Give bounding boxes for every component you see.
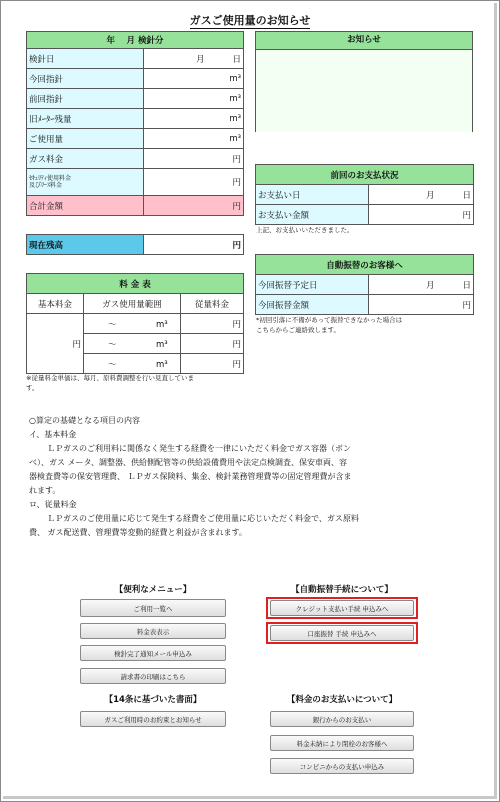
table-row [27,109,244,129]
table-row [27,169,244,196]
payment-amount-unit: 円 [369,205,474,225]
security-fee-unit: 円 [144,169,244,196]
previous-reading-label: 前回指針 [27,89,144,109]
table-row [27,314,244,334]
rate-table-header: 料 金 表 [27,274,244,294]
auto-proc-header: 【自動振替手続について】 [291,585,393,595]
table-row [27,69,244,89]
auto-debit-note-line-2: こちらからご連絡致します。 [256,326,340,334]
table-row [27,294,244,314]
debit-amount-unit: 円 [369,295,474,315]
security-fee-label-2: 及びﾘｰｽ料金 [29,182,63,189]
col-unit-rate: 従量料金 [181,294,244,314]
balance-unit: 円 [144,235,244,255]
docs-header: 【14条に基づいた書面】 [104,695,202,705]
last-payment-header: 前回のお支払状況 [256,165,474,185]
page-title: ガスご使用量のお知らせ [189,14,311,27]
notice-header: お知らせ [256,32,472,50]
scheduled-date-label: 今回振替予定日 [256,275,369,295]
table-row [256,205,474,225]
range-tilde: ～ [108,319,117,330]
base-fee-title: イ、基本料金 [29,430,77,439]
table-row [27,149,244,169]
explanation-section [29,414,479,540]
base-fee-unit: 円 [27,314,84,374]
meter-header: 年 月 検針分 [27,32,244,49]
menu-header: 【便利なメニュー】 [114,585,192,595]
col-usage-range: ガス使用量範囲 [84,294,181,314]
old-meter-unit: m³ [144,109,244,129]
base-fee-line-4: れます。 [29,486,61,495]
payment-amount-label: お支払い金額 [256,205,369,225]
security-fee-label-1: ｾｷｭﾘﾃｨ使用料金 [29,175,72,182]
table-row [27,49,244,69]
auto-debit-note [256,315,402,335]
total-label: 合計金額 [27,196,144,216]
day-unit: 日 [232,54,242,65]
bank-payment-button[interactable]: 銀行からのお支払い [270,711,414,727]
convenience-store-button[interactable]: コンビニからの支払い申込み [270,758,414,774]
payment-header: 【料金のお支払いについて】 [286,695,398,705]
meter-mail-button[interactable]: 検針完了通知メール申込み [80,645,226,661]
meter-date-label: 検針日 [27,49,144,69]
debit-amount-label: 今回振替金額 [256,295,369,315]
current-reading-label: 今回指針 [27,69,144,89]
credit-card-apply-button[interactable]: クレジット支払い手続 申込みへ [270,600,414,616]
rate-note-line-2: す。 [26,384,39,392]
range-tilde: ～ [108,339,117,350]
unit-fee-line-1: ＬＰガスのご使用量に応じて発生する経費をご使用量に応じいただく料金で、ガス原料 [47,514,359,523]
gas-promise-button[interactable]: ガスご利用時のお約束とお知らせ [80,711,226,727]
total-unit: 円 [144,196,244,216]
rate-table-button[interactable]: 料金表表示 [80,623,226,639]
range-tilde: ～ [108,359,117,370]
auto-debit-note-line-1: *初回引落に不備があって振替できなかった場合は [256,316,403,324]
auto-debit-header: 自動振替のお客様へ [256,255,474,275]
table-row [256,295,474,315]
table-row [27,89,244,109]
rate-unit: 円 [181,334,244,354]
payment-date-label: お支払い日 [256,185,369,205]
table-row [27,129,244,149]
month-unit: 月 [195,54,205,65]
range-unit: m³ [156,339,168,350]
notice-box [255,31,473,132]
unit-fee-title: ロ、従量料金 [29,500,77,509]
rate-unit: 円 [181,314,244,334]
current-reading-unit: m³ [144,69,244,89]
auto-debit-table [255,254,474,315]
base-fee-line-1: ＬＰガスのご利用料に関係なく発生する経費を一律にいただく料金でガス容器（ボン [47,444,351,453]
table-row [256,185,474,205]
rate-note-line-1: ※従量料金単価は、毎月、原料費調整を行い見直していま [26,374,194,382]
balance-table [26,234,244,255]
previous-reading-unit: m³ [144,89,244,109]
gas-fee-unit: 円 [144,149,244,169]
unpaid-closure-button[interactable]: 料金未納により閉栓のお客様へ [270,735,414,751]
usage-label: ご使用量 [27,129,144,149]
last-payment-table [255,164,474,225]
month-unit: 月 [425,280,435,291]
meter-table [26,31,244,216]
last-payment-note: 上記、お支払いいただきました。 [256,226,354,234]
explanation-heading: ○算定の基礎となる項目の内容 [29,416,140,425]
range-unit: m³ [156,319,168,330]
col-base-fee: 基本料金 [27,294,84,314]
month-unit: 月 [425,190,435,201]
rate-unit: 円 [181,354,244,374]
rate-table [26,273,244,374]
balance-label: 現在残高 [27,235,144,255]
usage-list-button[interactable]: ご利用一覧へ [80,599,226,617]
base-fee-line-3: 器検査費等の保安管理費、 ＬＰガス保険料、集金、検針業務管理費等の固定管理費が含ま [29,472,352,481]
print-invoice-button[interactable]: 請求書の印刷はこちら [80,668,226,684]
base-fee-line-2: べ）、ガス メータ、調整器、供給側配管等の供給設備費用や法定点検調査、保安車両、容 [29,458,348,467]
day-unit: 日 [462,280,472,291]
table-row [27,196,244,216]
range-unit: m³ [156,359,168,370]
rate-note [26,373,246,393]
unit-fee-line-2: 費、 ガス配送費、管理費等変動的経費と利益が含まれます。 [29,528,247,537]
bank-transfer-apply-button[interactable]: 口座振替 手続 申込みへ [270,625,414,641]
old-meter-label: 旧ﾒｰﾀｰ残量 [27,109,144,129]
day-unit: 日 [462,190,472,201]
notice-body [256,50,472,132]
usage-unit: m³ [144,129,244,149]
table-row [256,275,474,295]
gas-fee-label: ガス料金 [27,149,144,169]
